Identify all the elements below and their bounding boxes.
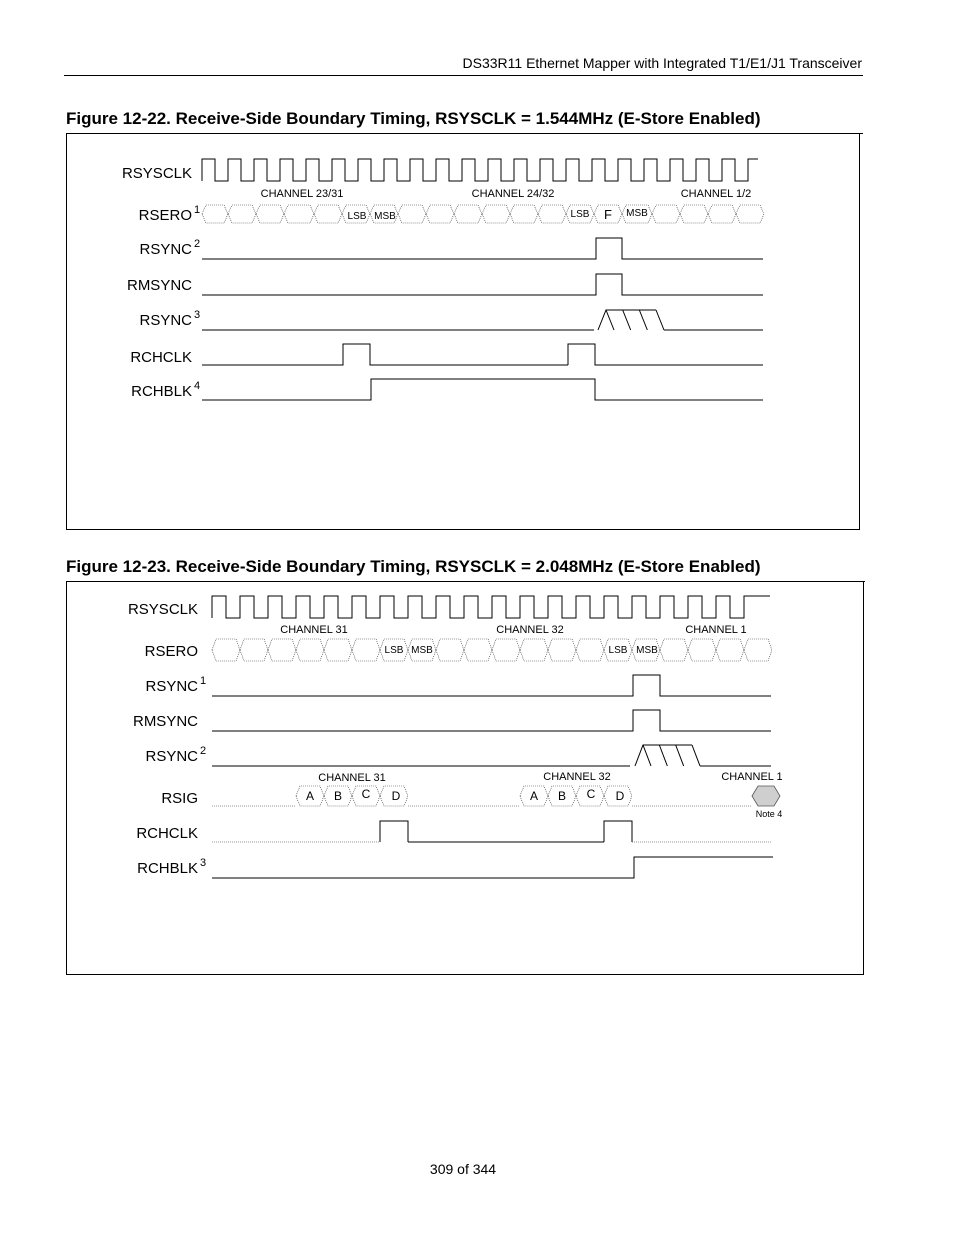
fig1-rsysclk-waveform (202, 159, 758, 181)
figure-12-23-title: Figure 12-23. Receive-Side Boundary Timing, RSYSCLK = 2.048MHz (E-Store Enabled) (66, 557, 761, 576)
fig2-signal-label-rmsync: RMSYNC (132, 713, 198, 730)
fig2-channel-label-31: CHANNEL 31 (280, 624, 348, 636)
fig1-rchclk-waveform (202, 344, 568, 365)
fig2-rsero-bus-cell (716, 639, 744, 661)
fig2-rsync2-undefined-hatch (659, 745, 667, 766)
fig1-rsero-lsb-label-2: LSB (570, 209, 590, 220)
figure-12-23-diagram (128, 596, 783, 878)
fig2-rsero-bus-cell (744, 639, 772, 661)
fig1-rchblk-waveform (202, 379, 763, 400)
fig1-signal-label-rsero1: RSERO (138, 207, 192, 224)
fig1-signal-label-rchclk: RCHCLK (130, 349, 192, 366)
fig1-signal-label-rsync2: RSYNC (139, 241, 192, 258)
fig2-note-4: Note 4 (755, 809, 783, 819)
fig2-rsig-bit-b: B (333, 789, 343, 803)
fig2-channel-label-1: CHANNEL 1 (685, 624, 747, 636)
fig1-rsync3-undefined-hatch (639, 310, 647, 330)
fig2-rsig-channel-1: CHANNEL 1 (721, 771, 783, 783)
fig2-rchclk-pulse-2 (604, 821, 632, 842)
fig2-rsync1-waveform (212, 675, 771, 696)
fig2-channel-label-32: CHANNEL 32 (496, 624, 564, 636)
fig1-rsero-bus-cell (510, 205, 538, 223)
fig1-rsync2-waveform (202, 238, 763, 259)
fig2-rsig-bit-d: D (391, 789, 401, 803)
fig2-rsero-msb-label-2: MSB (636, 645, 658, 656)
fig2-rsero-bus-cell (436, 639, 464, 661)
fig2-signal-label-rchclk: RCHCLK (136, 825, 198, 842)
fig2-rsero-bus-cell (548, 639, 576, 661)
fig2-rsysclk-waveform (212, 596, 770, 618)
fig1-rsero-bus-cell (454, 205, 482, 223)
fig2-rsero-bus-cell (492, 639, 520, 661)
fig1-rsero-bus-cell (314, 205, 342, 223)
fig1-rsync3-undefined-hatch (623, 310, 631, 330)
fig2-rchblk-waveform (212, 857, 773, 878)
running-header: DS33R11 Ethernet Mapper with Integrated T1/E1/J1 Transceiver (462, 55, 862, 71)
fig1-rsero-bus-cell (708, 205, 736, 223)
fig2-rsero-bus-cell (520, 639, 548, 661)
fig1-rsero-bus-cell (426, 205, 454, 223)
fig2-rsig-channel-1-cell (752, 786, 780, 806)
fig2-rsig-bit-c: C (586, 787, 596, 801)
fig2-rsig-bit-a: A (529, 789, 539, 803)
fig2-signal-label-rsync2: RSYNC (145, 748, 198, 765)
fig1-rsero-bus-cell (736, 205, 764, 223)
fig2-rsero-bus-cell (240, 639, 268, 661)
fig2-rsero-bus-cell (324, 639, 352, 661)
fig2-rsig-bit-a: A (305, 789, 315, 803)
fig1-signal-label-rmsync: RMSYNC (126, 277, 192, 294)
fig1-rsero-bus-cell (482, 205, 510, 223)
fig2-signal-label-rsysclk: RSYSCLK (127, 601, 198, 618)
fig2-signal-label-rsero: RSERO (144, 643, 198, 660)
fig1-rsero-f-label: F (604, 207, 612, 222)
fig1-rsero-lsb-label: LSB (347, 211, 367, 222)
fig1-signal-label-rsync3-superscript: 3 (194, 309, 201, 321)
fig2-signal-label-rchblk3-superscript: 3 (200, 857, 207, 869)
fig1-rsero-bus-cell (538, 205, 566, 223)
fig1-rsync3-undefined-hatch (656, 310, 664, 330)
fig1-signal-label-rchblk4-superscript: 4 (194, 380, 201, 392)
fig2-rsync2-undefined-hatch (692, 745, 700, 766)
fig1-rsero-bus-cell (284, 205, 314, 223)
fig2-rmsync-waveform (212, 710, 771, 731)
fig2-rsero-bus-cell (576, 639, 604, 661)
fig2-rsero-bus-cell (464, 639, 492, 661)
fig2-rchclk-pulse-1 (380, 821, 408, 842)
fig1-channel-label-1-2: CHANNEL 1/2 (680, 188, 752, 200)
fig2-rsig-bit-c: C (361, 787, 371, 801)
fig1-rsero-msb-label: MSB (374, 211, 396, 222)
fig1-signal-label-rsync3: RSYNC (139, 312, 192, 329)
fig2-signal-label-rsync2-superscript: 2 (200, 745, 207, 757)
fig1-rmsync-waveform (202, 274, 763, 295)
fig1-signal-label-rchblk4: RCHBLK (131, 383, 192, 400)
fig2-rsero-bus-cell (296, 639, 324, 661)
fig1-channel-label-24-32: CHANNEL 24/32 (471, 188, 555, 200)
fig1-signal-label-rsync2-superscript: 2 (194, 238, 201, 250)
fig1-channel-label-23-31: CHANNEL 23/31 (260, 188, 344, 200)
fig2-rsero-msb-label: MSB (411, 645, 433, 656)
fig2-signal-label-rsync1: RSYNC (145, 678, 198, 695)
fig2-signal-label-rchblk3: RCHBLK (137, 860, 198, 877)
fig1-rsero-bus-cell (202, 205, 228, 223)
fig1-signal-label-rsero1-superscript: 1 (194, 204, 201, 216)
fig2-rsync2-undefined-hatch (643, 745, 651, 766)
fig2-rsero-bus-cell (212, 639, 240, 661)
fig2-signal-label-rsig: RSIG (161, 790, 198, 807)
fig2-rsero-bus-cell (688, 639, 716, 661)
figure-12-22-diagram (122, 159, 764, 400)
fig2-rsig-channel-31: CHANNEL 31 (318, 772, 386, 784)
fig2-rsero-bus-cell (268, 639, 296, 661)
page-number: 309 of 344 (429, 1161, 497, 1177)
fig1-rsero-bus-cell (256, 205, 284, 223)
fig1-rsero-bus-cell (228, 205, 256, 223)
fig1-rsero-bus-cell (652, 205, 680, 223)
fig1-rsero-bus-cell (680, 205, 708, 223)
fig1-signal-label-rsysclk: RSYSCLK (121, 165, 192, 182)
figure-12-22-title: Figure 12-22. Receive-Side Boundary Timing, RSYSCLK = 1.544MHz (E-Store Enabled) (66, 109, 761, 128)
fig1-rsero-msb-label-2: MSB (626, 208, 648, 219)
fig1-rsero-bus-cell (398, 205, 426, 223)
fig2-rsig-channel-32: CHANNEL 32 (543, 771, 611, 783)
fig2-rsero-bus-cell (352, 639, 380, 661)
fig2-signal-label-rsync1-superscript: 1 (200, 675, 207, 687)
fig1-rsync3-undefined-hatch (606, 310, 614, 330)
fig2-rsig-bit-b: B (557, 789, 567, 803)
fig2-rsig-bit-d: D (615, 789, 625, 803)
fig2-rsync2-undefined-hatch (676, 745, 684, 766)
fig2-rsero-lsb-label-2: LSB (608, 645, 628, 656)
fig2-rsero-bus-cell (660, 639, 688, 661)
fig1-rchclk-waveform-2 (568, 344, 763, 365)
fig2-rsero-lsb-label: LSB (384, 645, 404, 656)
